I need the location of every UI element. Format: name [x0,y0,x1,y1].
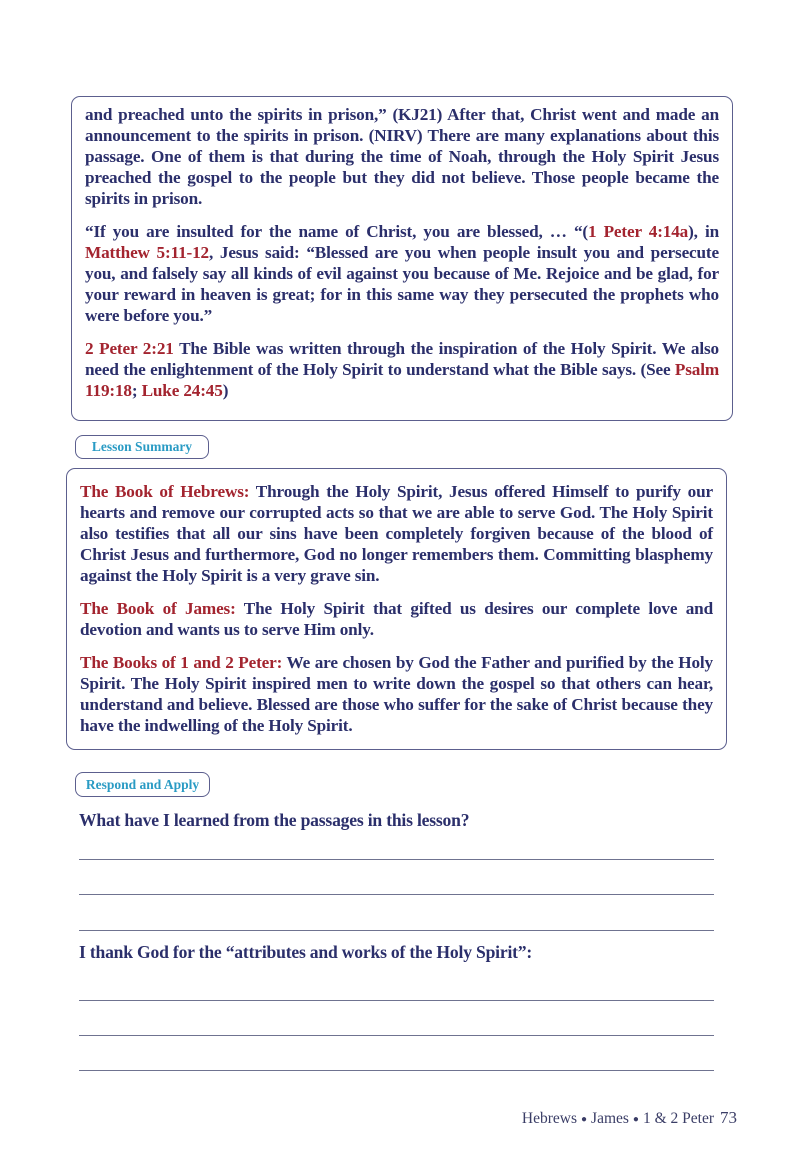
answer-line-5[interactable] [79,1035,714,1036]
scripture-reference-1-peter-4-14a: 1 Peter 4:14a [588,222,689,241]
answer-line-1[interactable] [79,859,714,860]
lesson-summary-label: Lesson Summary [91,439,193,454]
paragraph-text: The Bible was written through the inspiration of the Holy Spirit. We also need the enlightenment of the Holy Spirit to understand what the Bible says. (See [85,339,719,379]
commentary-paragraph-2 [85,221,719,326]
commentary-paragraph-1: and preached unto the spirits in prison,” (KJ21) After that, Christ went and made an announcement to the spirits in prison. (NIRV) There are many explanations about this passage. One of them is that during the time of Noah, through the Holy Spirit Jesus preached the gospel to the people but they did not believe. Those people became the spirits in prison. [85,105,719,208]
paragraph-text: ; [131,381,142,400]
commentary-paragraph-3 [85,338,719,401]
bullet-separator-icon: ● [632,1113,639,1125]
question-learned: What have I learned from the passages in this lesson? [79,810,470,830]
answer-line-3[interactable] [79,930,714,931]
footer-book-james: James [591,1110,629,1127]
summary-hebrews [80,481,713,586]
answer-line-2[interactable] [79,894,714,895]
scripture-reference-2-peter-2-21: 2 Peter 2:21 [85,339,174,358]
page-footer [522,1108,737,1128]
answer-line-4[interactable] [79,1000,714,1001]
lesson-summary-badge [75,435,209,459]
lesson-summary-box [66,468,727,750]
summary-text: We are chosen by God the Father and purified by the Holy Spirit. The Holy Spirit inspired men to write down the gospel so that others can hear, understand and believe. Blessed are those who suffer for the sake of Christ because they have the indwelling of the Holy Spirit. [80,653,713,735]
summary-james [80,598,713,640]
footer-book-hebrews: Hebrews [521,1110,577,1127]
page-number: 73 [720,1108,737,1127]
summary-text: The Holy Spirit that gifted us desires our complete love and devotion and wants us to serve Him only. [80,599,713,639]
respond-apply-badge [75,772,210,797]
summary-text: Through the Holy Spirit, Jesus offered Himself to purify our hearts and remove our corrupted acts so that we are able to serve God. The Holy Spirit also testifies that all our sins have been completely forgiven because of the blood of Christ Jesus and furthermore, God no longer remembers them. Committing blasphemy against the Holy Spirit is a very grave sin. [80,482,713,585]
summary-peter [80,652,713,736]
summary-heading-hebrews: The Book of Hebrews: [80,482,250,501]
respond-apply-label: Respond and Apply [85,776,200,792]
answer-line-6[interactable] [79,1070,714,1071]
scripture-reference-psalm-119-18: Psalm 119:18 [85,360,719,400]
paragraph-text: , Jesus said: “Blessed are you when people insult you and persecute you, and falsely say all kinds of evil against you because of Me. Rejoice and be glad, for your reward in heaven is great; for in this same way they persecuted the prophets who were before you.” [85,243,719,325]
footer-book-peter: 1 & 2 Peter [642,1110,714,1127]
scripture-reference-luke-24-45: Luke 24:45 [141,381,223,400]
commentary-box [71,96,733,421]
paragraph-text: ), in [688,222,719,241]
summary-heading-peter: The Books of 1 and 2 Peter: [80,653,283,672]
paragraph-text: ) [222,381,229,400]
paragraph-text: “If you are insulted for the name of Christ, you are blessed, … “( [85,222,588,241]
summary-heading-james: The Book of James: [80,599,236,618]
scripture-reference-matthew-5-11-12: Matthew 5:11-12 [85,243,209,262]
question-thank-god: I thank God for the “attributes and works of the Holy Spirit”: [79,942,533,962]
bullet-separator-icon: ● [580,1113,588,1125]
